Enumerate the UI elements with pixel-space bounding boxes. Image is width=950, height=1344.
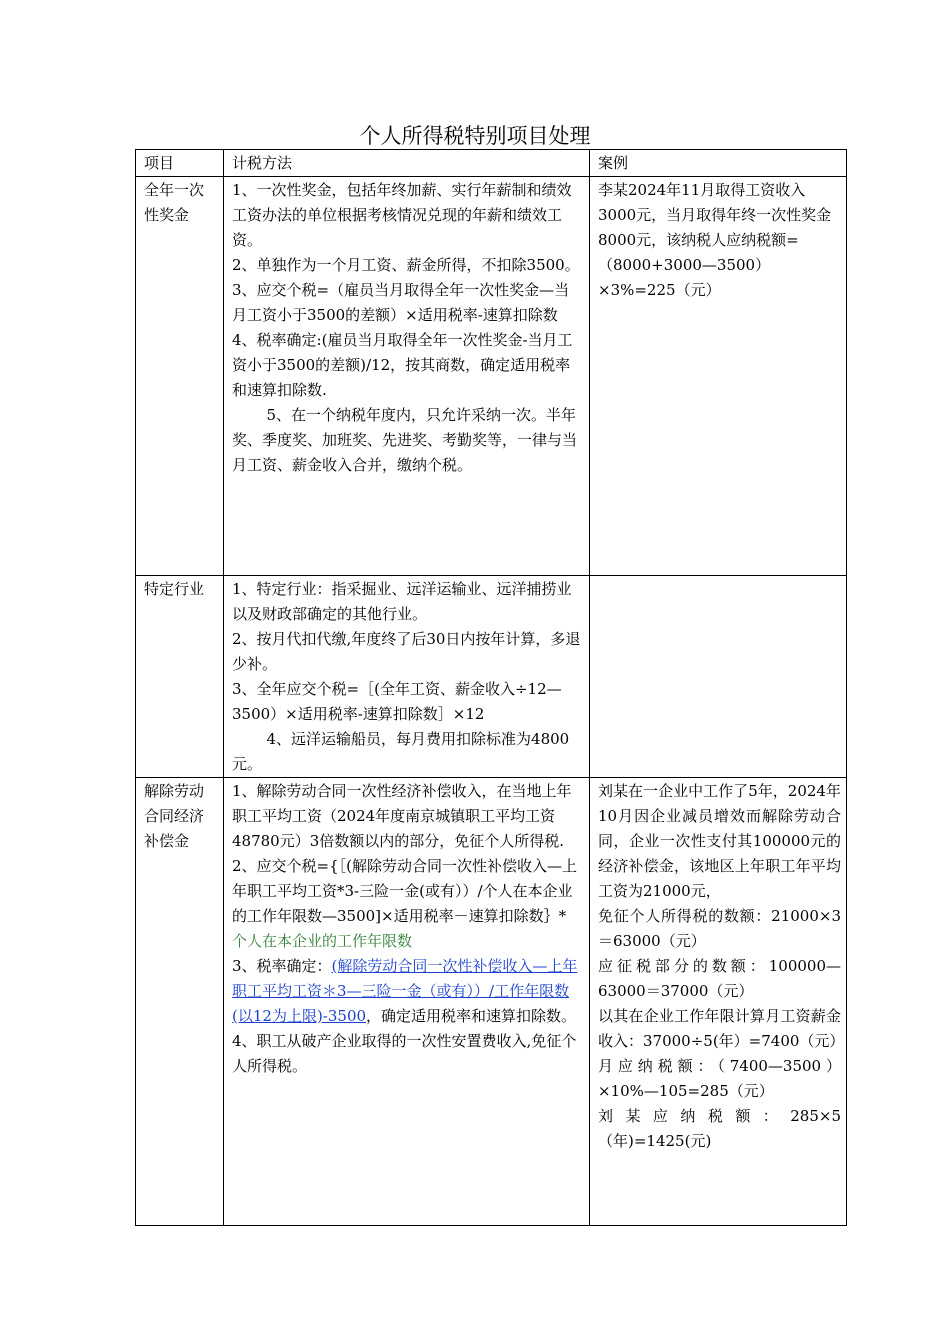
tracked-change-link[interactable]: (解除劳动合同一次性补偿收入—上年职工平均工资＊3—三险一金（或有））/工作年限数(以12为上限)-3500 xyxy=(232,957,578,1025)
row-item-label: 解除劳动合同经济补偿金 xyxy=(136,778,224,1226)
method-cell xyxy=(224,778,590,1226)
table-row xyxy=(136,177,847,576)
page-title: 个人所得税特别项目处理 xyxy=(359,124,591,148)
method-line: 1、解除劳动合同一次性经济补偿收入，在当地上年职工平均工资（2024年度南京城镇职工平均工资 48780元）3倍数额以内的部分，免征个人所得税. xyxy=(232,782,572,850)
method-line: 2、应交个税={［(解除劳动合同一次性补偿收入—上年职工平均工资*3-三险一金(或有））/个人在本企业的工作年限数—3500]×适用税率－速算扣除数｝* 个人在本企业的工作年限数 xyxy=(232,857,578,950)
method-line: 3、税率确定：(解除劳动合同一次性补偿收入—上年职工平均工资＊3—三险一金（或有））/工作年限数(以12为上限)-3500，确定适用税率和速算扣除数。 xyxy=(232,957,578,1025)
header-case: 案例 xyxy=(590,150,847,177)
case-text: 免征个人所得税的数额：21000×3＝63000（元） xyxy=(598,907,841,950)
case-text: 刘某应纳税额：285×5（年)=1425(元) xyxy=(598,1107,841,1150)
case-text: 应征税部分的数额：100000—63000＝37000（元） xyxy=(598,957,841,1000)
case-cell xyxy=(590,177,847,576)
row-item-label: 特定行业 xyxy=(136,576,224,778)
header-row xyxy=(136,150,847,177)
method-cell xyxy=(224,576,590,778)
case-cell xyxy=(590,576,847,778)
row-item-label: 全年一次性奖金 xyxy=(136,177,224,576)
method-line: 5、在一个纳税年度内，只允许采纳一次。半年奖、季度奖、加班奖、先进奖、考勤奖等，一律与当月工资、薪金收入合并，缴纳个税。 xyxy=(232,406,578,474)
method-line: 4、职工从破产企业取得的一次性安置费收入,免征个人所得税。 xyxy=(232,1032,577,1075)
case-text: 李某2024年11月取得工资收入3000元，当月取得年终一次性奖金8000元，该纳税人应纳税额=（8000+3000—3500）×3%=225（元） xyxy=(598,181,832,299)
case-text: 以其在企业工作年限计算月工资薪金收入：37000÷5(年）=7400（元） xyxy=(598,1007,845,1050)
method-line: 3、全年应交个税=［(全年工资、薪金收入÷12—3500）×适用税率-速算扣除数］×12 xyxy=(232,680,562,723)
method-cell xyxy=(224,177,590,576)
header-method: 计税方法 xyxy=(224,150,590,177)
header-item: 项目 xyxy=(136,150,224,177)
highlighted-text: 个人在本企业的工作年限数 xyxy=(232,932,413,950)
method-line: 1、特定行业：指采掘业、远洋运输业、远洋捕捞业以及财政部确定的其他行业。 xyxy=(232,580,572,623)
method-line: 3、应交个税=（雇员当月取得全年一次性奖金—当月工资小于3500的差额）×适用税率-速算扣除数 xyxy=(232,281,570,324)
case-text: 刘某在一企业中工作了5年，2024年10月因企业减员增效而解除劳动合同，企业一次性支付其100000元的经济补偿金，该地区上年职工年平均工资为21000元， xyxy=(598,782,841,900)
case-text: 月应纳税额：（7400—3500）×10%—105=285（元） xyxy=(598,1057,841,1100)
method-line: 2、按月代扣代缴,年度终了后30日内按年计算，多退少补。 xyxy=(232,630,581,673)
method-line: 2、单独作为一个月工资、薪金所得，不扣除3500。 xyxy=(232,256,580,274)
case-cell xyxy=(590,778,847,1226)
method-line: 1、一次性奖金，包括年终加薪、实行年薪制和绩效工资办法的单位根据考核情况兑现的年薪和绩效工资。 xyxy=(232,181,572,249)
table-row xyxy=(136,576,847,778)
method-line: 4、税率确定:(雇员当月取得全年一次性奖金-当月工资小于3500的差额)/12，按其商数，确定适用税率和速算扣除数. xyxy=(232,331,573,399)
table-row xyxy=(136,778,847,1226)
method-line: 4、远洋运输船员，每月费用扣除标准为4800元。 xyxy=(232,730,570,773)
tax-table xyxy=(135,149,847,1226)
